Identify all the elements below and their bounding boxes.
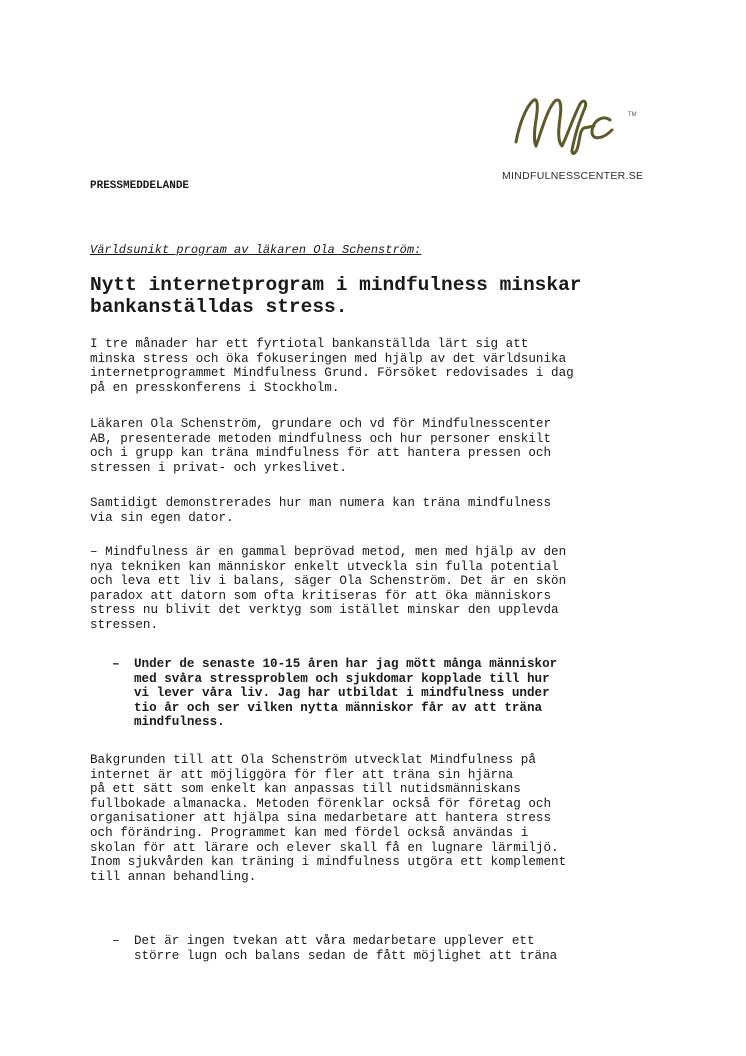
- bullet-dash: –: [112, 657, 120, 671]
- logo: [500, 90, 670, 190]
- paragraph-presenter: Läkaren Ola Schenström, grundare och vd för Mindfulnesscenter AB, presenterade metoden mindfulness och hur personer enskilt och i grupp kan träna mindfulness för att hantera pressen och stressen i privat- och yrkeslivet.: [90, 417, 552, 475]
- paragraph-demo: Samtidigt demonstrerades hur man numera kan träna mindfulness via sin egen dator.: [90, 496, 552, 525]
- logo-site-text: MINDFULNESSCENTER.SE: [502, 170, 644, 182]
- paragraph-intro: I tre månader har ett fyrtiotal bankanställda lärt sig att minska stress och öka fokuseringen med hjälp av det världsunika internetprogrammet Mindfulness Grund. Försöket redovisades i dag på en presskonferens i Stockholm.: [90, 337, 574, 395]
- quote-bullet-1: [112, 657, 672, 730]
- quote-text: Under de senaste 10-15 åren har jag mött många människor med svåra stressproblem och sjukdomar kopplade till hur vi lever våra liv. Jag har utbildat i mindfulness under tio år och ser vilken nytta människor får av att träna mindfulness.: [134, 657, 558, 730]
- quote-text: Det är ingen tvekan att våra medarbetare upplever ett större lugn och balans sedan de fått möjlighet att träna: [134, 934, 558, 963]
- paragraph-background: Bakgrunden till att Ola Schenström utvecklat Mindfulness på internet är att möjliggöra för fler att träna sin hjärna på ett sätt som enkelt kan anpassas till nutidsmänniskans fullbokade almanacka. Metoden förenklar också för företag och organisationer att hjälpa sina medarbetare att hantera stress och förändring. Programmet kan med fördel också användas i skolan för att lärare och elever skall få en lugnare lärmiljö. Inom sjukvården kan träning i mindfulness utgöra ett komplement till annan behandling.: [90, 753, 567, 884]
- paragraph-quote-lead: – Mindfulness är en gammal beprövad metod, men med hjälp av den nya tekniken kan människor enkelt utveckla sin fulla potential och leva ett liv i balans, säger Ola Schenström. Det är en skön paradox att datorn som ofta kritiseras för att öka människors stress nu blivit det verktyg som istället minskar den upplevda stressen.: [90, 545, 567, 632]
- bullet-dash: –: [112, 934, 120, 948]
- trademark-mark: TM: [628, 112, 637, 118]
- kicker-heading: Världsunikt program av läkaren Ola Schenström:: [90, 243, 422, 257]
- headline: Nytt internetprogram i mindfulness minskar bankanställdas stress.: [90, 274, 582, 318]
- document-type-label: PRESSMEDDELANDE: [90, 180, 190, 192]
- quote-bullet-2: [112, 934, 672, 963]
- mfc-monogram-icon: [510, 90, 650, 160]
